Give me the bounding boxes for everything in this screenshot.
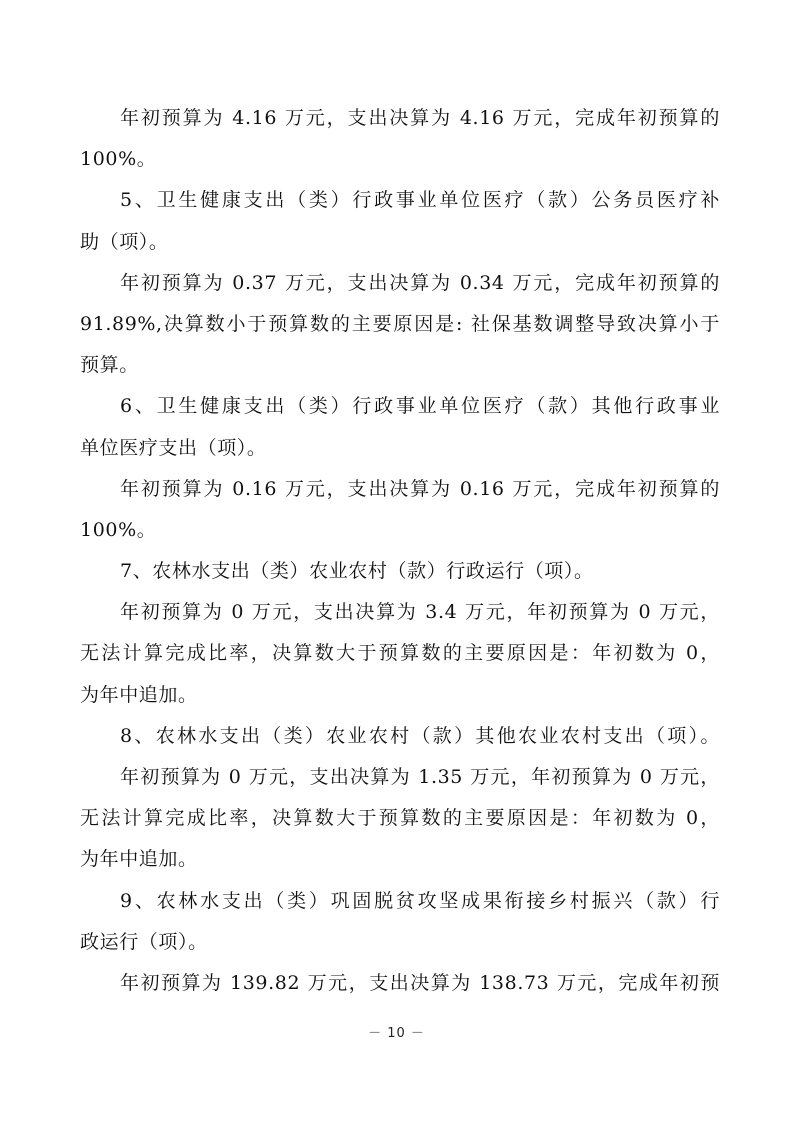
paragraph-line: 年初预算为 0.16 万元，支出决算为 0.16 万元，完成年初预算的: [120, 477, 720, 500]
heading-line: 7、农林水支出（类）农业农村（款）行政运行（项）。: [120, 560, 594, 583]
paragraph-line: 年初预算为 0 万元，支出决算为 3.4 万元，年初预算为 0 万元，: [120, 601, 720, 624]
heading-line: 8、农林水支出（类）农业农村（款）其他农业农村支出（项）。: [120, 724, 720, 747]
heading-line: 单位医疗支出（项）。: [80, 436, 267, 459]
body-text: [80, 98, 720, 1004]
heading-line: 助（项）。: [80, 230, 169, 253]
paragraph-line: 年初预算为 4.16 万元，支出决算为 4.16 万元，完成年初预算的: [120, 107, 720, 129]
heading-line: 9、农林水支出（类）巩固脱贫攻坚成果衔接乡村振兴（款）行: [120, 889, 720, 912]
paragraph-line: 年初预算为 0.37 万元，支出决算为 0.34 万元，完成年初预算的: [120, 271, 720, 294]
paragraph-line: 为年中追加。: [80, 683, 198, 706]
paragraph-line: 100%。: [80, 148, 157, 171]
paragraph-line: 为年中追加。: [80, 848, 198, 871]
paragraph-line: 预算。: [80, 354, 139, 377]
paragraph-line: 年初预算为 0 万元，支出决算为 1.35 万元，年初预算为 0 万元，: [120, 766, 720, 788]
heading-line: 5、卫生健康支出（类）行政事业单位医疗（款）公务员医疗补: [120, 189, 720, 212]
paragraph-line: 无法计算完成比率，决算数大于预算数的主要原因是：年初数为 0，: [80, 642, 720, 665]
paragraph-line: 100%。: [80, 518, 157, 541]
page-number: － 10 －: [368, 1026, 425, 1041]
heading-line: 政运行（项）。: [80, 930, 208, 953]
paragraph-line: 无法计算完成比率，决算数大于预算数的主要原因是：年初数为 0，: [80, 807, 720, 830]
paragraph-line: 年初预算为 139.82 万元，支出决算为 138.73 万元，完成年初预: [120, 971, 720, 994]
heading-line: 6、卫生健康支出（类）行政事业单位医疗（款）其他行政事业: [120, 395, 720, 418]
paragraph-line: 91.89%,决算数小于预算数的主要原因是: 社保基数调整导致决算小于: [80, 312, 720, 335]
